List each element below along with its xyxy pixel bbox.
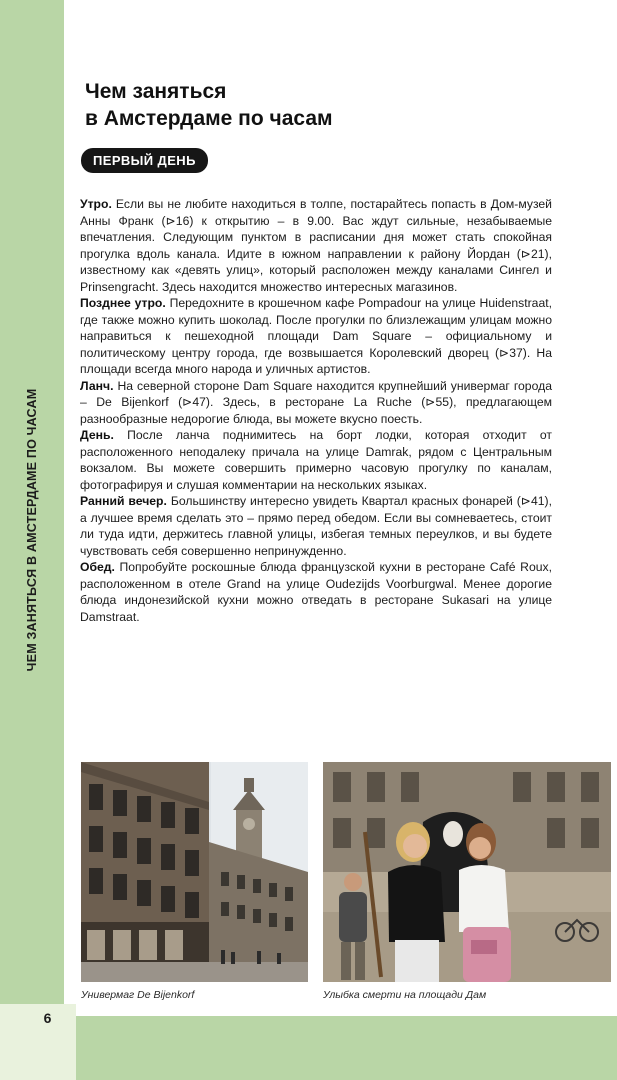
- section-heading: Позднее утро.: [80, 296, 166, 310]
- sidebar-vertical-title: ЧЕМ ЗАНЯТЬСЯ В АМСТЕРДАМЕ ПО ЧАСАМ: [25, 388, 39, 672]
- section-lunch: [80, 378, 552, 428]
- section-text: На северной стороне Dam Square находится крупнейший универмаг города – De Bijenkorf (⊳47). Здесь, в ресторане La Ruche (⊳55), предлагающем разнообразные недорогие блюда, вы можете вкусно поесть.: [80, 378, 552, 426]
- section-late-morning: [80, 295, 552, 378]
- page-title: [85, 78, 505, 132]
- section-afternoon: [80, 427, 552, 493]
- section-heading: Обед.: [80, 560, 115, 574]
- section-early-evening: [80, 493, 552, 559]
- bottom-band: [76, 1016, 617, 1080]
- page-number: 6: [43, 1010, 52, 1026]
- itinerary-text: [80, 196, 552, 625]
- section-heading: Утро.: [80, 197, 112, 211]
- photo-caption-left: Универмаг De Bijenkorf: [81, 989, 195, 1001]
- photo-caption-right: Улыбка смерти на площади Дам: [323, 989, 487, 1001]
- photo-dam-square: [323, 762, 611, 982]
- building-illustration: [81, 762, 308, 982]
- section-morning: [80, 196, 552, 295]
- section-text: Попробуйте роскошные блюда французской кухни в ресторане Café Roux, расположенном в отеле Grand на улице Oudezijds Voorburgwal. Менее дорогие блюда индонезийской кухни можно отведать в ресторане Sukasari на улице Damstraat.: [80, 560, 552, 624]
- photo-de-bijenkorf: [81, 762, 308, 982]
- section-text: Большинству интересно увидеть Квартал красных фонарей (⊳41), а лучшее время сделать это – прямо перед обедом. Если вы сомневаетесь, стоит ли туда идти, держитесь главной улицы, избегая темных переулков, и вы будете чувствовать себя совершенно непринужденно.: [80, 494, 552, 558]
- section-text: После ланча поднимитесь на борт лодки, которая отходит от расположенного неподалеку причала на улице Damrak, рядом с Центральным вокзалом. Вы можете совершить примерно часовую прогулку по каналам, фотографируя и слушая комментарии на нескольких языках.: [80, 428, 552, 492]
- page-title-line-1: Чем заняться: [85, 80, 227, 103]
- day-badge: ПЕРВЫЙ ДЕНЬ: [81, 148, 208, 173]
- section-dinner: [80, 559, 552, 625]
- section-heading: День.: [80, 428, 114, 442]
- section-text: Передохните в крошечном кафе Pompadour на улице Huidenstraat, где также можно купить шоколад. После прогулки по близлежащим улицам можно направиться к пешеходной площади Dam Square – официальному и политическому центру города, где возвышается Королевский дворец (⊳37). На площади всегда много народа и уличных артистов.: [80, 296, 553, 376]
- section-heading: Ранний вечер.: [80, 494, 167, 508]
- section-heading: Ланч.: [80, 378, 114, 393]
- page-title-line-2: в Амстердаме по часам: [85, 107, 333, 130]
- people-illustration: [323, 762, 611, 982]
- section-text: Если вы не любите находиться в толпе, постарайтесь попасть в Дом-музей Анны Франк (⊳16) к открытию – в 9.00. Вас ждут сильные, незабываемые впечатления. Следующим пунктом в расписании дня может стать спокойная прогулка вдоль канала. Идите в южном направлении к району Йордан (⊳21), известному как «девять улиц», который расположен между каналами Сингел и Prinsengracht. Здесь находится множество интересных магазинов.: [80, 197, 552, 294]
